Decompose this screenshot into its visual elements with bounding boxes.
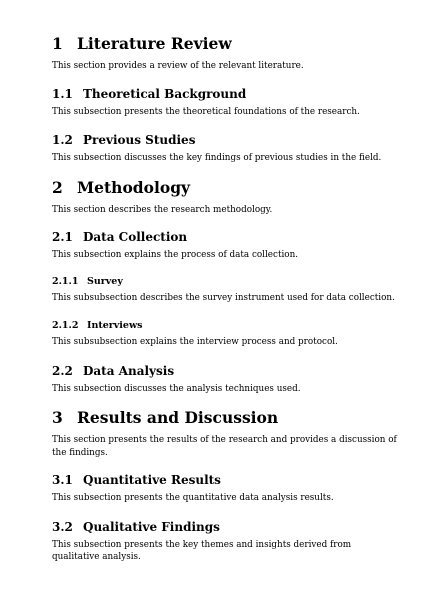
subsection-text: This subsection presents the quantitative data analysis results. bbox=[52, 493, 334, 503]
section-number: 2 bbox=[52, 177, 63, 197]
section-methodology bbox=[52, 178, 398, 396]
subsubsection-number: 2.1.2 bbox=[52, 320, 79, 331]
subsection-number: 3.2 bbox=[52, 519, 73, 534]
subsection-title: Theoretical Background bbox=[83, 86, 247, 101]
subsubsection-heading bbox=[52, 319, 398, 332]
section-literature-review bbox=[52, 34, 398, 165]
subsection-heading bbox=[52, 519, 398, 535]
subsubsection-heading bbox=[52, 275, 398, 288]
section-number: 1 bbox=[52, 34, 63, 53]
subsection-title: Quantitative Results bbox=[83, 473, 221, 487]
subsection-title: Data Collection bbox=[83, 230, 188, 244]
subsection-text: This subsection explains the process of data collection. bbox=[52, 250, 299, 260]
subsection-heading bbox=[52, 472, 398, 488]
section-title: Methodology bbox=[77, 177, 191, 197]
subsection-number: 2.2 bbox=[52, 363, 73, 378]
subsection-heading bbox=[52, 363, 398, 379]
subsection-text: This subsection presents the theoretical foundations of the research. bbox=[52, 106, 360, 117]
subsection-title: Data Analysis bbox=[83, 363, 175, 378]
section-heading bbox=[52, 178, 398, 198]
subsubsection-text: This subsubsection explains the interview process and protocol. bbox=[52, 337, 338, 347]
subsubsection-title: Interviews bbox=[87, 320, 143, 331]
section-text: This section describes the research methodology. bbox=[52, 204, 273, 215]
subsection-title: Qualitative Findings bbox=[83, 519, 220, 534]
section-text: This section provides a review of the relevant literature. bbox=[52, 61, 304, 71]
section-results-discussion bbox=[52, 408, 398, 564]
subsection-text: This subsection discusses the analysis techniques used. bbox=[52, 383, 301, 394]
subsection-number: 3.1 bbox=[52, 473, 73, 487]
section-heading bbox=[52, 34, 398, 54]
section-title: Literature Review bbox=[77, 34, 232, 53]
subsection-text: This subsection presents the key themes and insights derived from qualitative analysis. bbox=[52, 539, 352, 562]
subsubsection-text: This subsubsection describes the survey instrument used for data collection. bbox=[52, 292, 395, 303]
section-number: 3 bbox=[52, 408, 63, 427]
subsection-heading bbox=[52, 132, 398, 148]
section-title: Results and Discussion bbox=[77, 408, 279, 427]
subsection-text: This subsection discusses the key findings of previous studies in the field. bbox=[52, 153, 382, 163]
subsection-number: 2.1 bbox=[52, 230, 73, 244]
subsection-heading bbox=[52, 229, 398, 245]
subsection-number: 1.1 bbox=[52, 86, 73, 101]
subsubsection-number: 2.1.1 bbox=[52, 275, 79, 287]
section-heading bbox=[52, 408, 398, 428]
subsection-number: 1.2 bbox=[52, 133, 73, 147]
section-text: This section presents the results of the research and provides a discussion of the findings. bbox=[52, 435, 397, 458]
subsubsection-title: Survey bbox=[87, 275, 123, 287]
subsection-title: Previous Studies bbox=[83, 133, 196, 147]
subsection-heading bbox=[52, 86, 398, 102]
